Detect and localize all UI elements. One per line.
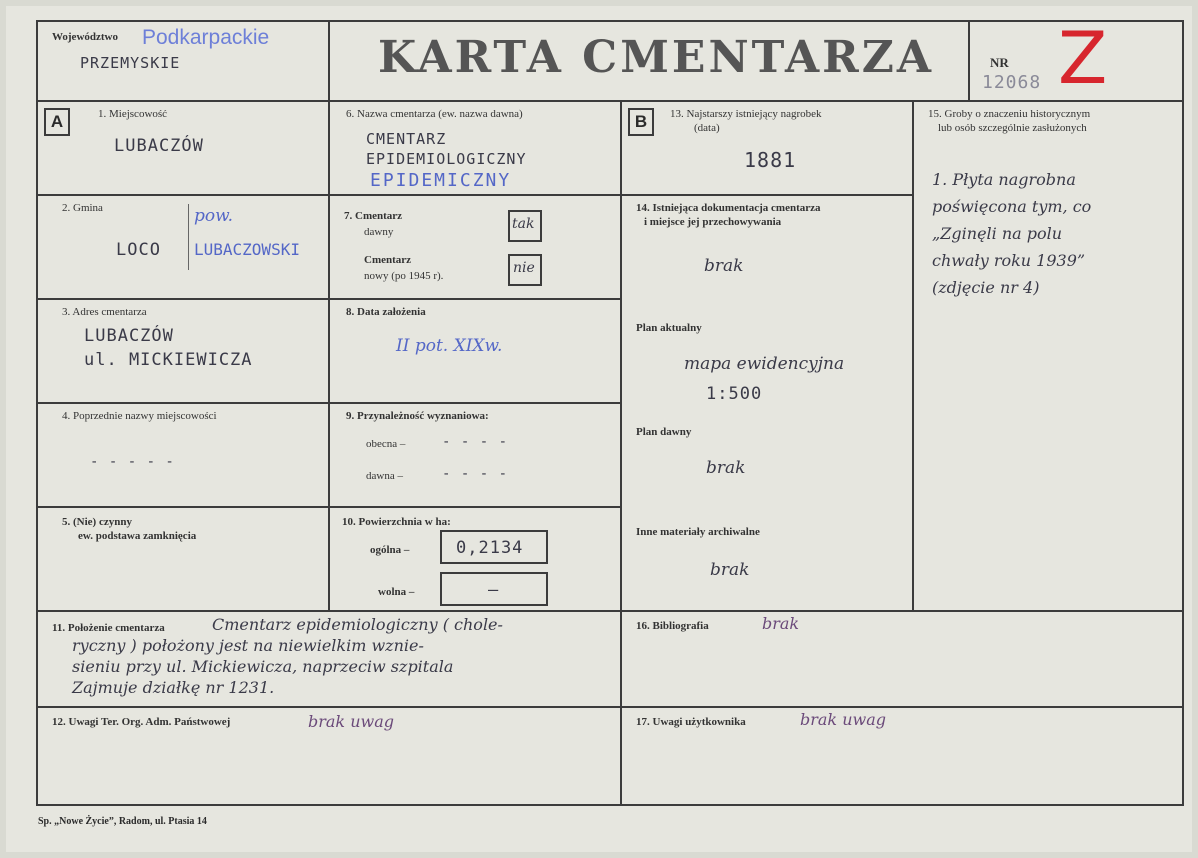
field-15-line: (zdjęcie nr 4) [932, 278, 1040, 297]
field-10-wolna-box [440, 572, 548, 606]
field-11-line: Cmentarz epidemiologiczny ( chole- [212, 615, 503, 634]
field-7-nowy-label2: nowy (po 1945 r). [364, 270, 444, 282]
field-14-label: 14. Istniejąca dokumentacja cmentarza [636, 202, 821, 214]
wojewodztwo-stamp: Podkarpackie [142, 26, 270, 49]
field-7-label: 7. Cmentarz [344, 210, 403, 222]
field-4-cell [38, 404, 330, 508]
field-5-cell [38, 508, 330, 612]
field-3-cell [38, 300, 330, 404]
field-7-dawny-value: tak [512, 216, 535, 232]
card-title: KARTA CMENTARZA [378, 32, 934, 83]
field-2-hand: pow. [194, 206, 234, 226]
field-17-cell [622, 708, 1182, 806]
field-17-value: brak uwag [800, 710, 886, 729]
field-15-label2: lub osób szczególnie zasłużonych [938, 122, 1087, 134]
field-4-value: - - - - - [90, 454, 175, 470]
field-6-label: 6. Nazwa cmentarza (ew. nazwa dawna) [346, 108, 523, 120]
field-2-stamp: LUBACZOWSKI [194, 240, 300, 259]
field-11-lines [72, 614, 620, 698]
field-10-ogolna-label: ogólna – [370, 544, 410, 556]
plan-aktualny-label: Plan aktualny [636, 322, 702, 334]
field-1-label: 1. Miejscowość [98, 108, 168, 120]
field-12-label: 12. Uwagi Ter. Org. Adm. Państwowej [52, 716, 231, 728]
field-6-cell [330, 102, 622, 196]
field-10-wolna-value: – [488, 580, 500, 600]
field-6-line2: EPIDEMIOLOGICZNY [366, 150, 527, 168]
field-11-line: sieniu przy ul. Mickiewicza, naprzeciw szpitala [72, 657, 454, 676]
field-15-line: chwały roku 1939” [932, 251, 1086, 270]
plan-aktualny-value2: 1:500 [706, 384, 763, 404]
nr-cell [970, 16, 1182, 102]
field-3-label: 3. Adres cmentarza [62, 306, 147, 318]
inne-value: brak [710, 560, 750, 580]
field-5-label: 5. (Nie) czynny [62, 516, 132, 528]
form-grid [36, 16, 1184, 806]
field-1-value: LUBACZÓW [114, 136, 204, 156]
field-16-value: brak [762, 614, 800, 633]
field-6-stamp: EPIDEMICZNY [370, 170, 512, 191]
inne-label: Inne materiały archiwalne [636, 526, 760, 538]
field-2-value: LOCO [116, 240, 161, 260]
field-9-dawna-value: - - - - [442, 466, 509, 482]
nr-mark: Z [1058, 16, 1108, 100]
field-7-nowy-value: nie [513, 260, 535, 276]
field-15-cell [914, 102, 1182, 612]
field-2-cell [38, 196, 330, 300]
field-13-label2: (data) [694, 122, 720, 134]
field-8-value: II pot. XIXw. [396, 336, 503, 356]
field-13-cell [622, 102, 914, 196]
field-10-wolna-label: wolna – [378, 586, 415, 598]
field-1-cell [38, 102, 330, 196]
field-13-label: 13. Najstarszy istniejący nagrobek [670, 108, 822, 120]
field-9-cell [330, 404, 622, 508]
field-3-line2: ul. MICKIEWICZA [84, 350, 253, 370]
field-11-label: 11. Położenie cmentarza [52, 622, 165, 634]
field-2-divider [188, 204, 189, 270]
field-10-ogolna-box [440, 530, 548, 564]
field-14-cell [622, 196, 914, 612]
wojewodztwo-label: Województwo [52, 31, 118, 43]
field-16-cell [622, 612, 1182, 708]
field-11-line: ryczny ) położony jest na niewielkim wznie- [72, 636, 424, 655]
field-10-label: 10. Powierzchnia w ha: [342, 516, 451, 528]
nr-value: 12068 [982, 72, 1042, 93]
field-15-line: „Zginęli na polu [932, 224, 1063, 243]
printer-footer: Sp. „Nowe Życie”, Radom, ul. Ptasia 14 [38, 816, 207, 827]
cemetery-card [6, 6, 1192, 852]
field-10-ogolna-value: 0,2134 [456, 538, 524, 558]
field-11-cell [38, 612, 622, 708]
nr-label: NR [990, 55, 1009, 70]
field-11-line: Zajmuje działkę nr 1231. [72, 678, 275, 697]
field-8-cell [330, 300, 622, 404]
wojewodztwo-cell [38, 22, 330, 102]
field-15-line: poświęcona tym, co [932, 197, 1092, 216]
field-5-sub: ew. podstawa zamknięcia [78, 530, 197, 542]
field-8-label: 8. Data założenia [346, 306, 426, 318]
field-2-label: 2. Gmina [62, 202, 103, 214]
field-12-cell [38, 708, 622, 806]
field-7-cell [330, 196, 622, 300]
field-17-label: 17. Uwagi użytkownika [636, 716, 746, 728]
field-12-value: brak uwag [308, 712, 394, 731]
field-9-obecna-value: - - - - [442, 434, 509, 450]
field-10-cell [330, 508, 622, 612]
field-14-value: brak [704, 256, 744, 276]
plan-aktualny-value: mapa ewidencyjna [684, 354, 845, 374]
field-15-line: 1. Płyta nagrobna [932, 170, 1076, 189]
field-7-nowy-label: Cmentarz [364, 254, 412, 266]
field-7-dawny-box [508, 210, 542, 242]
title-cell [330, 22, 970, 102]
plan-dawny-label: Plan dawny [636, 426, 692, 438]
field-7-dawny-label: dawny [364, 226, 394, 238]
section-b-box: B [628, 108, 654, 136]
field-6-line1: CMENTARZ [366, 130, 447, 148]
field-15-label: 15. Groby o znaczeniu historycznym [928, 108, 1091, 120]
field-15-lines [932, 166, 1091, 301]
section-a-box: A [44, 108, 70, 136]
field-14-label2: i miejsce jej przechowywania [644, 216, 782, 228]
field-9-obecna-label: obecna – [366, 438, 406, 450]
field-3-line1: LUBACZÓW [84, 326, 174, 346]
field-9-dawna-label: dawna – [366, 470, 403, 482]
plan-dawny-value: brak [706, 458, 746, 478]
field-7-nowy-box [508, 254, 542, 286]
wojewodztwo-value: PRZEMYSKIE [80, 54, 181, 72]
field-9-label: 9. Przynależność wyznaniowa: [346, 410, 489, 422]
field-4-label: 4. Poprzednie nazwy miejscowości [62, 410, 217, 422]
field-16-label: 16. Bibliografia [636, 620, 709, 632]
field-13-value: 1881 [744, 148, 797, 172]
